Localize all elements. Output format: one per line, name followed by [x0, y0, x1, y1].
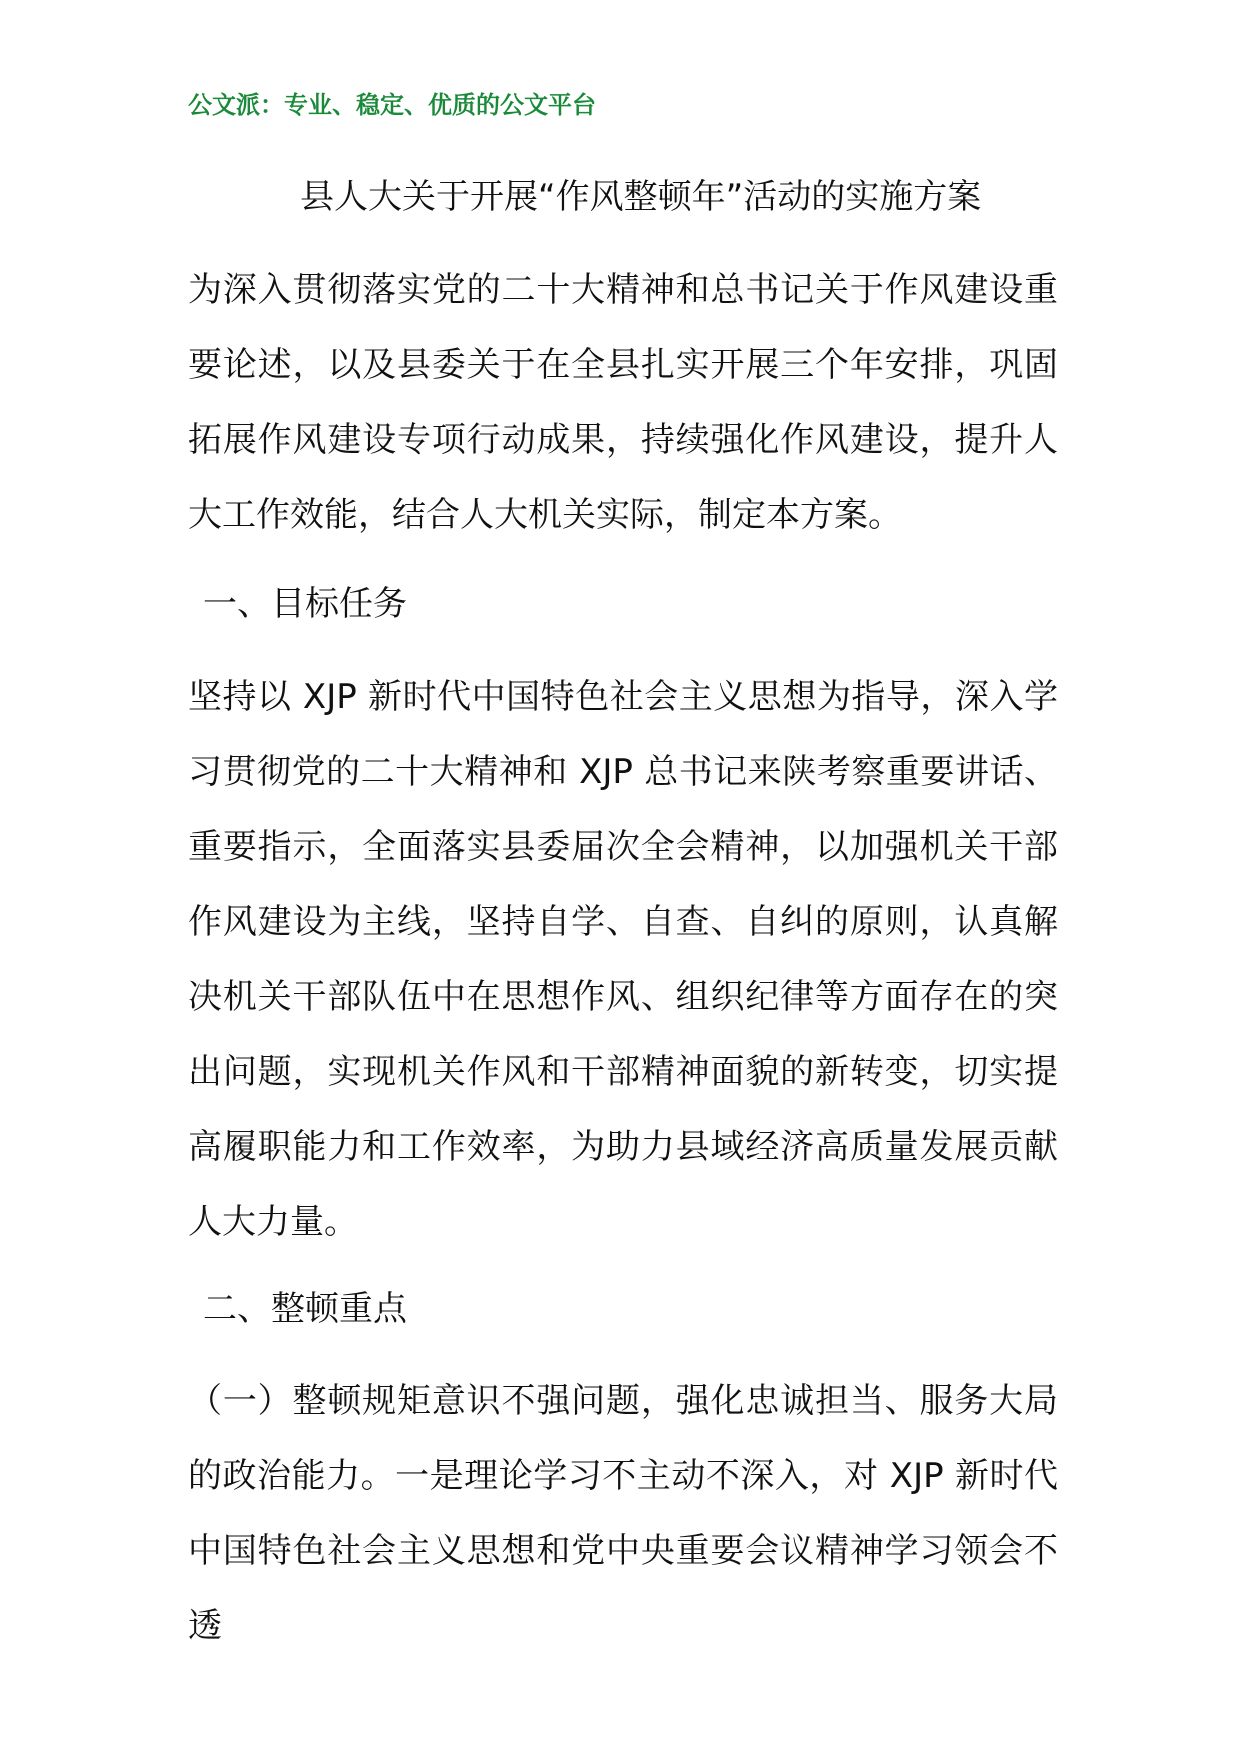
document-title: 县人大关于开展“作风整顿年”活动的实施方案	[300, 177, 982, 217]
goals-paragraph: 坚持以 XJP 新时代中国特色社会主义思想为指导，深入学习贯彻党的二十大精神和 XJP 总书记来陕考察重要讲话、重要指示，全面落实县委届次全会精神，以加强机关干部作风建设为主线，坚持自学、自查、自纠的原则，认真解决机关干部队伍中在思想作风、组织纪律等方面存在的突出问题，实现机关作风和干部精神面貌的新转变，切实提高履职能力和工作效率，为助力县域经济高质量发展贡献人大力量。	[188, 677, 1058, 1242]
section-heading-focus: 二、整顿重点	[203, 1289, 407, 1329]
intro-paragraph: 为深入贯彻落实党的二十大精神和总书记关于作风建设重要论述，以及县委关于在全县扎实开展三个年安排，巩固拓展作风建设专项行动成果，持续强化作风建设，提升人大工作效能，结合人大机关实际，制定本方案。	[188, 270, 1058, 535]
section-heading-goals: 一、目标任务	[203, 584, 407, 624]
focus-paragraph: （一）整顿规矩意识不强问题，强化忠诚担当、服务大局的政治能力。一是理论学习不主动不深入，对 XJP 新时代中国特色社会主义思想和党中央重要会议精神学习领会不透	[188, 1381, 1058, 1646]
platform-header: 公文派：专业、稳定、优质的公文平台	[188, 91, 596, 119]
